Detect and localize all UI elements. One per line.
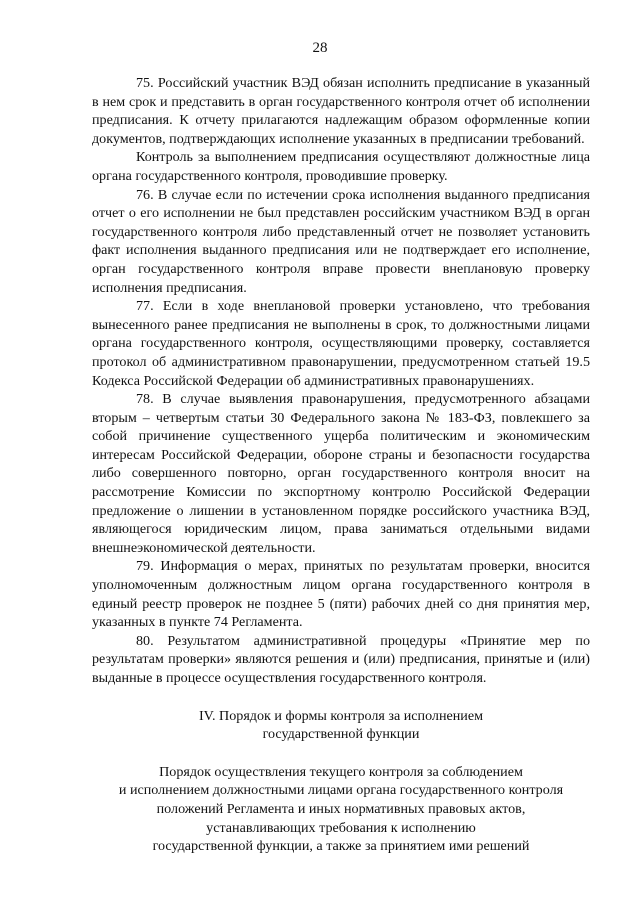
paragraph-76: 76. В случае если по истечении срока исполнения выданного предписания отчет о его исполнении не был представлен российским участником ВЭД в орган государственного контроля либо представленный отчет не позволяет установить факт исполнения выданного предписания или не подтверждает его исполнение, орган государственного контроля вправе провести внеплановую проверку исполнения предписания. [92,186,590,296]
subsection-heading-line: государственной функции, а также за принятием ими решений [152,838,530,855]
section-heading-line: государственной функции [262,726,420,743]
section-heading-line: IV. Порядок и формы контроля за исполнением [198,707,484,724]
subsection-heading-line: положений Регламента и иных нормативных правовых актов, [156,800,526,817]
paragraph-79: 79. Информация о мерах, принятых по результатам проверки, вносится уполномоченным должностным лицом органа государственного контроля в единый реестр проверок не позднее 5 (пяти) рабочих дней со дня принятия мер, указанных в пункте 74 Регламента. [92,558,590,631]
subsection-heading-line: Порядок осуществления текущего контроля за соблюдением [159,763,523,780]
paragraph-control: Контроль за выполнением предписания осуществляют должностные лица органа государственного контроля, проводившие проверку. [92,149,590,184]
paragraph-77: 77. Если в ходе внеплановой проверки установлено, что требования вынесенного ранее предписания не выполнены в срок, то должностными лицами органа государственного контроля, осуществляющими проверку, составляется протокол об административном правонарушении, предусмотренном статьей 19.5 Кодекса Российской Федерации об административных правонарушениях. [92,298,590,389]
page-number: 28 [312,40,328,56]
section-heading [92,707,590,744]
document-body [92,74,590,856]
paragraph-75: 75. Российский участник ВЭД обязан исполнить предписание в указанный в нем срок и представить в орган государственного контроля отчет об исполнении предписания. К отчету прилагаются надлежащим образом оформленные копии документов, подтверждающих исполнение указанных в предписании требований. [92,75,590,147]
subsection-heading [92,763,590,856]
subsection-heading-line: устанавливающих требования к исполнению [206,819,476,836]
paragraph-80: 80. Результатом административной процедуры «Принятие мер по результатам проверки» являются решения и (или) предписания, принятые и (или) выданные в процессе осуществления государственного контроля. [92,632,590,686]
paragraph-78: 78. В случае выявления правонарушения, предусмотренного абзацами вторым – четвертым статьи 30 Федерального закона № 183-ФЗ, повлекшего за собой причинение существенного ущерба политическим и экономическим интересам Российской Федерации, обороне страны и безопасности государства либо совершенного повторно, орган государственного контроля вносит на рассмотрение Комиссии по экспортному контролю Российской Федерации предложение о лишении в установленном порядке российского участника ВЭД, являющегося юридическим лицом, права заниматься отдельными видами внешнеэкономической деятельности. [92,391,590,556]
subsection-heading-line: и исполнением должностными лицами органа государственного контроля [118,782,564,799]
